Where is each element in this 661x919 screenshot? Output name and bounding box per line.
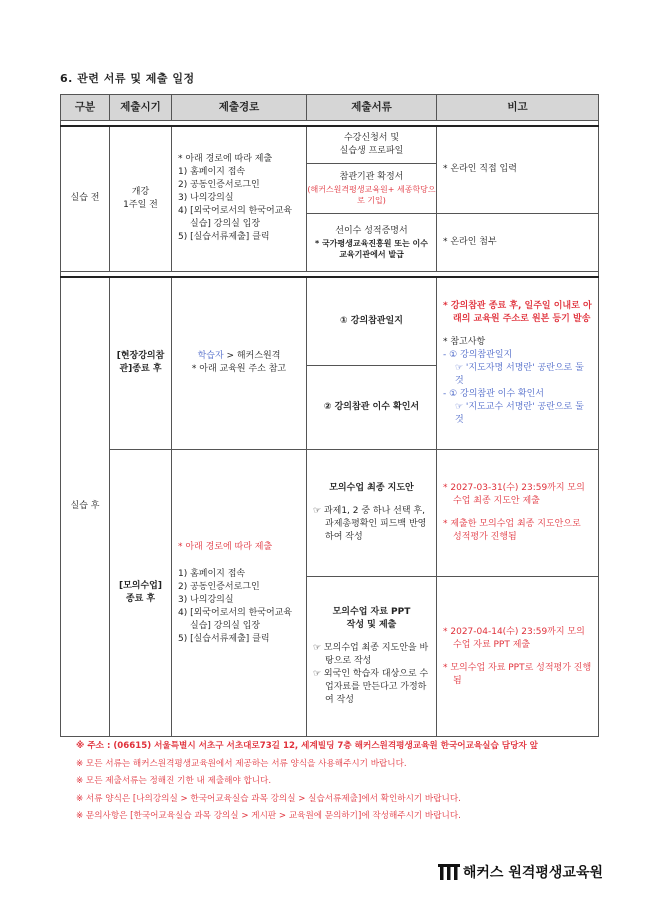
route-step: 5) [실습서류제출] 클릭 bbox=[178, 633, 270, 644]
table-row bbox=[61, 450, 599, 577]
doc-application-form: 수강신청서 및 실습생 프로파일 bbox=[307, 126, 437, 163]
note-mock-ppt: * 2027-04-14(수) 23:59까지 모의수업 자료 PPT 제출 * 모의수업 자료 PPT로 성적평가 진행됨 bbox=[437, 577, 599, 737]
header-route: 제출경로 bbox=[172, 95, 307, 121]
doc-mock-ppt: 모의수업 자료 PPT 작성 및 제출 ☞ 모의수업 최종 지도안을 바탕으로 작성 ☞ 외국인 학습자 대상으로 수업자료를 만든다고 가정하여 작성 bbox=[307, 577, 437, 737]
table-row bbox=[61, 126, 599, 163]
timing-mock-class: [모의수업] 종료 후 bbox=[110, 450, 172, 737]
header-documents: 제출서류 bbox=[307, 95, 437, 121]
route-step: 3) 나의강의실 bbox=[178, 193, 234, 204]
hackers-logo-icon bbox=[438, 864, 460, 880]
route-observation: 학습자 > 해커스원격 * 아래 교육원 주소 참고 bbox=[172, 277, 307, 450]
note-item: ※ 모든 제출서류는 정해진 기한 내 제출해야 합니다. bbox=[76, 776, 272, 787]
document-schedule-table bbox=[60, 94, 599, 737]
route-step: 2) 공동인증서로그인 bbox=[178, 180, 260, 191]
category-after: 실습 후 bbox=[61, 277, 110, 737]
route-step: 3) 나의강의실 bbox=[178, 594, 234, 605]
note-item: ※ 문의사항은 [한국어교육실습 과목 강의실 > 게시판 > 교육원에 문의하기]에 작성해주시기 바랍니다. bbox=[76, 811, 461, 822]
route-before bbox=[172, 126, 307, 271]
route-step: 5) [실습서류제출] 클릭 bbox=[178, 232, 270, 243]
category-before: 실습 전 bbox=[61, 126, 110, 271]
route-step: 1) 홈페이지 접속 bbox=[178, 568, 246, 579]
section-title: 6. 관련 서류 및 제출 일정 bbox=[60, 72, 195, 85]
note-item: ※ 모든 서류는 해커스원격평생교육원에서 제공하는 서류 양식을 사용해주시기 바랍니다. bbox=[76, 758, 407, 769]
learner-link[interactable]: 학습자 bbox=[197, 351, 224, 362]
logo-text: 해커스 원격평생교육원 bbox=[462, 865, 603, 881]
notes-list bbox=[76, 738, 538, 826]
doc-observation-confirmation: 참관기관 확정서 (해커스원격평생교육원+ 세종학당으로 기입) bbox=[307, 163, 437, 213]
note-item: ※ 서류 양식은 [나의강의실 > 한국어교육실습 과목 강의실 > 실습서류제출]에서 확인하시기 바랍니다. bbox=[76, 793, 461, 804]
header-category: 구분 bbox=[61, 95, 110, 121]
note-online-attach: * 온라인 첨부 bbox=[437, 213, 599, 271]
table-header-row bbox=[61, 95, 599, 121]
route-step: 4) [외국어로서의 한국어교육실습] 강의실 입장 bbox=[178, 206, 293, 230]
route-mock-class: * 아래 경로에 따라 제출 1) 홈페이지 접속 2) 공동인증서로그인 3) 나의강의실 4) [외국어로서의 한국어교육실습] 강의실 입장 5) [실습서류제출] 클릭 bbox=[172, 450, 307, 737]
route-intro: * 아래 경로에 따라 제출 bbox=[178, 154, 273, 165]
note-observation: * 강의참관 종료 후, 일주일 이내로 아래의 교육원 주소로 원본 등기 발송 * 참고사항 - ① 강의참관일지 ☞ '지도자명 서명란' 공란으로 둘 것 - ① 강의참관 이수 확인서 ☞ '지도교수 서명란' 공란으로 둘 것 bbox=[437, 277, 599, 450]
note-address: ※ 주소 : (06615) 서울특별시 서초구 서초대로73길 12, 세계빌딩 7층 해커스원격평생교육원 한국어교육실습 담당자 앞 bbox=[76, 741, 538, 751]
note-online-input: * 온라인 직접 입력 bbox=[437, 126, 599, 213]
route-step: 1) 홈페이지 접속 bbox=[178, 167, 246, 178]
header-remarks: 비고 bbox=[437, 95, 599, 121]
table-row bbox=[61, 277, 599, 366]
route-step: 4) [외국어로서의 한국어교육실습] 강의실 입장 bbox=[178, 607, 293, 631]
doc-observation-certificate: ② 강의참관 이수 확인서 bbox=[307, 366, 437, 450]
doc-observation-journal: ① 강의참관일지 bbox=[307, 277, 437, 366]
doc-mock-lesson-plan: 모의수업 최종 지도안 ☞ 과제1, 2 중 하나 선택 후, 과제총평확인 피드백 반영하여 작성 bbox=[307, 450, 437, 577]
doc-prereq-transcript: 선이수 성적증명서 * 국가평생교육진흥원 또는 이수 교육기관에서 발급 bbox=[307, 213, 437, 271]
route-step: 2) 공동인증서로그인 bbox=[178, 581, 260, 592]
timing-observation: [현장강의참관]종료 후 bbox=[110, 277, 172, 450]
note-mock-lesson-plan: * 2027-03-31(수) 23:59까지 모의수업 최종 지도안 제출 * 제출한 모의수업 최종 지도안으로 성적평가 진행됨 bbox=[437, 450, 599, 577]
header-timing: 제출시기 bbox=[110, 95, 172, 121]
hackers-logo bbox=[438, 861, 603, 883]
timing-before: 개강 1주일 전 bbox=[110, 126, 172, 271]
